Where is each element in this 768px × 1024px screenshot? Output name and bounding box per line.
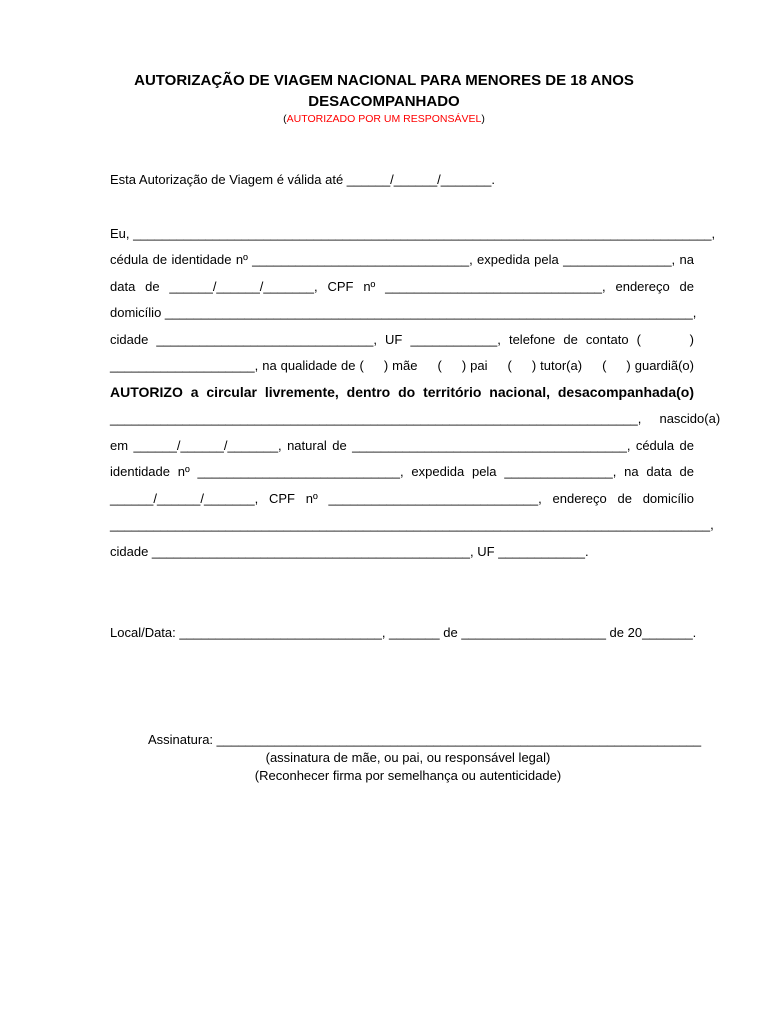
responsible-line-6: ____________________, na qualidade de ( ) mãe ( ) pai ( ) tutor(a) ( ) guardiã(o): [110, 358, 694, 373]
minor-line-2: em ______/______/_______, natural de ______________________________________, cédula de: [110, 438, 694, 453]
document-title-line-2: DESACOMPANHADO: [308, 93, 460, 110]
minor-line-1: _________________________________________________________________________, nascido(a): [110, 411, 721, 426]
minor-line-4: ______/______/_______, CPF nº _____________________________, endereço de domicílio: [110, 491, 694, 506]
minor-line-5: ___________________________________________________________________________________,: [110, 517, 714, 532]
responsible-line-4: domicílio _________________________________________________________________________,: [110, 305, 697, 320]
responsible-line-1: Eu, ________________________________________________________________________________,: [110, 226, 716, 241]
signature-line: Assinatura: ___________________________________________________________________: [148, 732, 702, 747]
minor-line-6: cidade ____________________________________________, UF ____________.: [110, 544, 589, 559]
authorize-statement: AUTORIZO a circular livremente, dentro do território nacional, desacompanhada(o): [110, 384, 694, 400]
signature-note-2: (Reconhecer firma por semelhança ou autenticidade): [254, 768, 562, 783]
responsible-line-3: data de ______/______/_______, CPF nº ______________________________, endereço de: [110, 279, 694, 294]
local-date-line: Local/Data: ____________________________, _______ de ____________________ de 20_______.: [110, 625, 697, 640]
minor-line-3: identidade nº ____________________________, expedida pela _______________, na data de: [110, 464, 694, 479]
document-subtitle: [80, 113, 688, 125]
signature-note-1: (assinatura de mãe, ou pai, ou responsável legal): [265, 750, 551, 765]
responsible-line-2: cédula de identidade nº ______________________________, expedida pela _______________, na: [110, 252, 694, 267]
validity-statement: Esta Autorização de Viagem é válida até ______/______/_______.: [110, 172, 496, 187]
responsible-line-5: cidade ______________________________, UF ____________, telefone de contato ( ): [110, 332, 694, 347]
subtitle-open-paren: (: [283, 113, 287, 125]
subtitle-authorized-by: AUTORIZADO POR UM RESPONSÁVEL: [286, 113, 482, 125]
subtitle-close-paren: ): [481, 113, 485, 125]
document-title-line-1: AUTORIZAÇÃO DE VIAGEM NACIONAL PARA MENORES DE 18 ANOS: [134, 72, 634, 89]
